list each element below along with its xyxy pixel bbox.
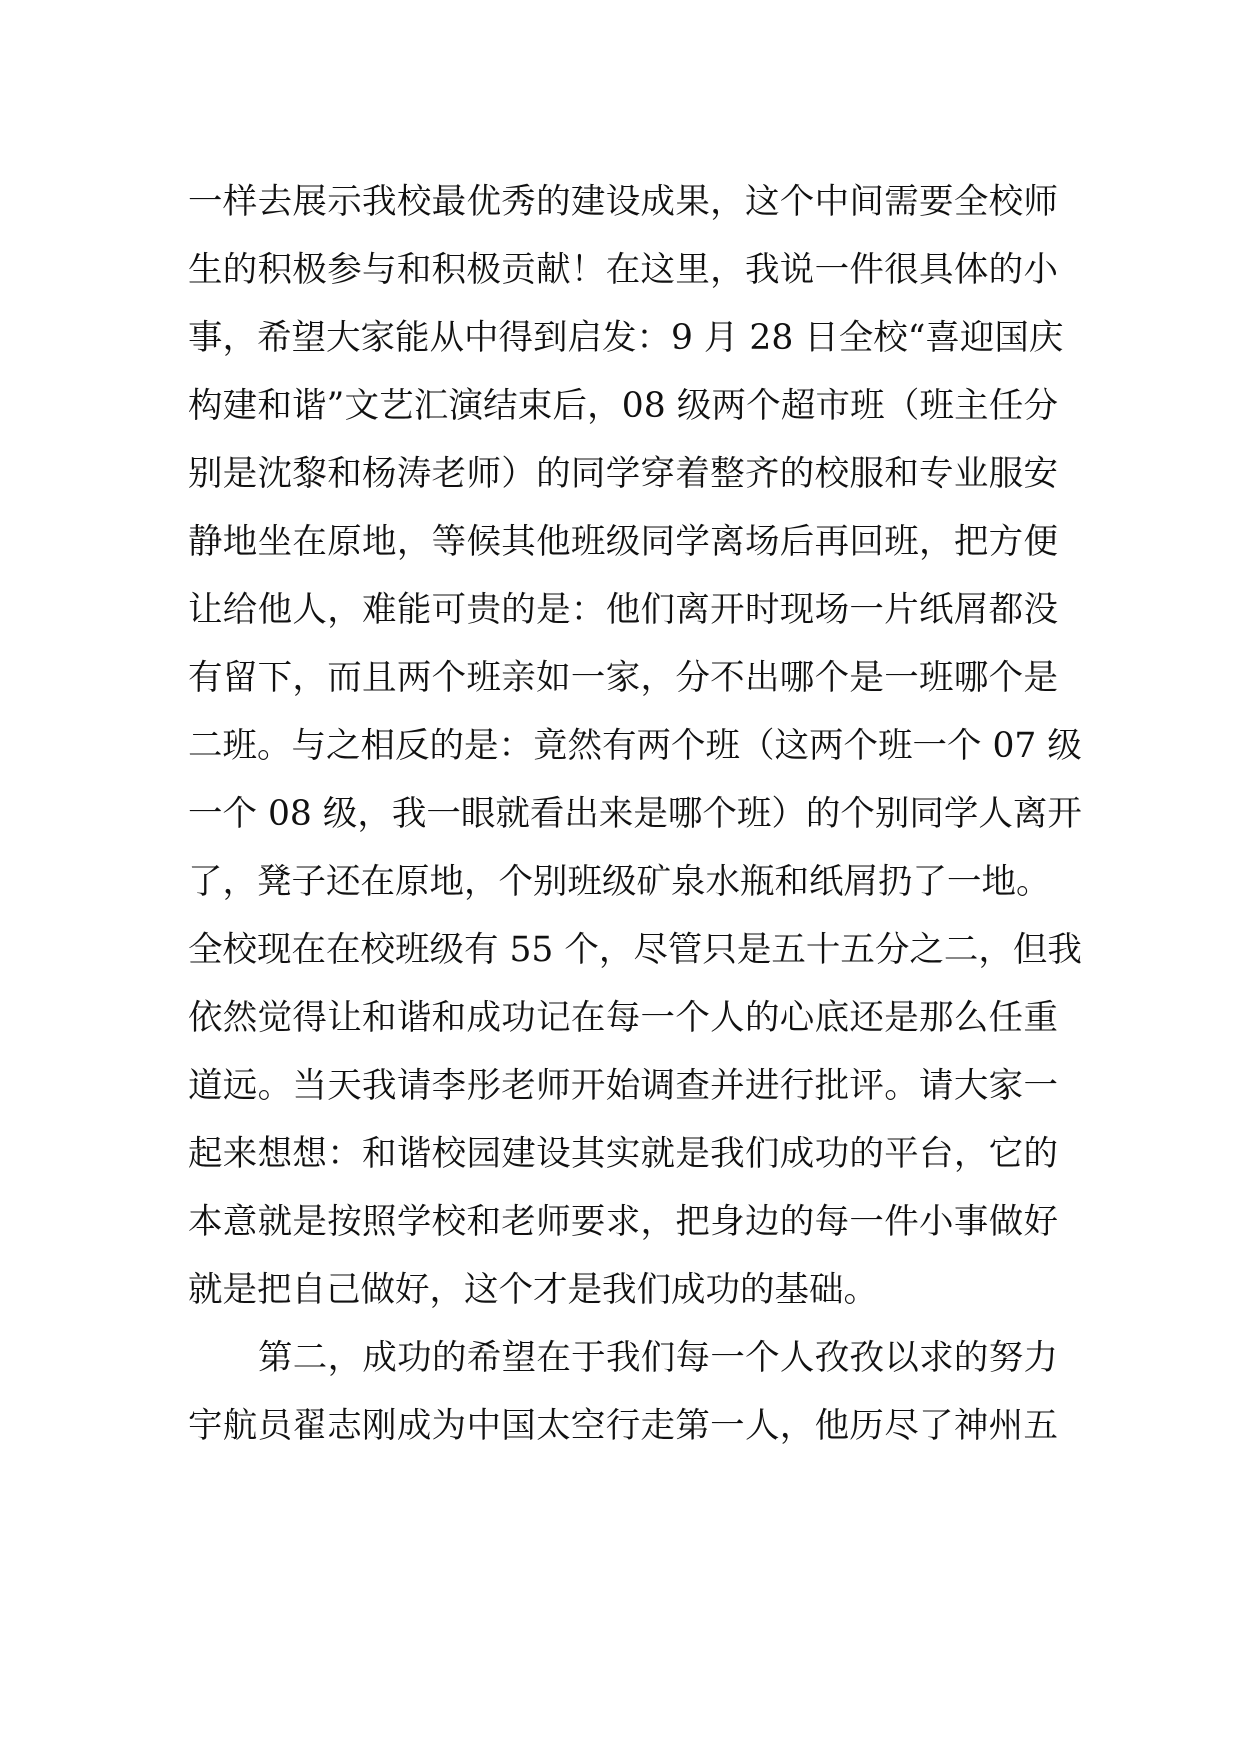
text-line: 有留下，而且两个班亲如一家，分不出哪个是一班哪个是 — [188, 658, 1058, 698]
text-line: 道远。当天我请李彤老师开始调查并进行批评。请大家一 — [188, 1066, 1058, 1106]
text-line: 一样去展示我校最优秀的建设成果，这个中间需要全校师 — [188, 182, 1058, 222]
text-line: 事，希望大家能从中得到启发：9 月 28 日全校“喜迎国庆 — [188, 318, 1064, 358]
text-line: 一个 08 级，我一眼就看出来是哪个班）的个别同学人离开 — [188, 794, 1082, 834]
text-line: 别是沈黎和杨涛老师）的同学穿着整齐的校服和专业服安 — [188, 454, 1058, 494]
text-line: 二班。与之相反的是：竟然有两个班（这两个班一个 07 级 — [188, 726, 1082, 766]
text-line: 依然觉得让和谐和成功记在每一个人的心底还是那么任重 — [188, 998, 1058, 1038]
text-line: 起来想想：和谐校园建设其实就是我们成功的平台，它的 — [188, 1134, 1058, 1174]
text-line: 全校现在在校班级有 55 个，尽管只是五十五分之二，但我 — [188, 930, 1082, 970]
paragraph-first-line: 第二，成功的希望在于我们每一个人孜孜以求的努力 — [258, 1338, 1058, 1378]
text-line: 就是把自己做好，这个才是我们成功的基础。 — [188, 1270, 878, 1310]
text-line: 生的积极参与和积极贡献！在这里，我说一件很具体的小 — [188, 250, 1058, 290]
text-line: 构建和谐”文艺汇演结束后，08 级两个超市班（班主任分 — [188, 386, 1058, 426]
text-line: 让给他人，难能可贵的是：他们离开时现场一片纸屑都没 — [188, 590, 1058, 630]
text-line: 本意就是按照学校和老师要求，把身边的每一件小事做好 — [188, 1202, 1058, 1242]
text-line: 了，凳子还在原地，个别班级矿泉水瓶和纸屑扔了一地。 — [188, 862, 1051, 902]
text-line: 宇航员翟志刚成为中国太空行走第一人，他历尽了神州五 — [188, 1406, 1058, 1446]
text-line: 静地坐在原地，等候其他班级同学离场后再回班，把方便 — [188, 522, 1058, 562]
